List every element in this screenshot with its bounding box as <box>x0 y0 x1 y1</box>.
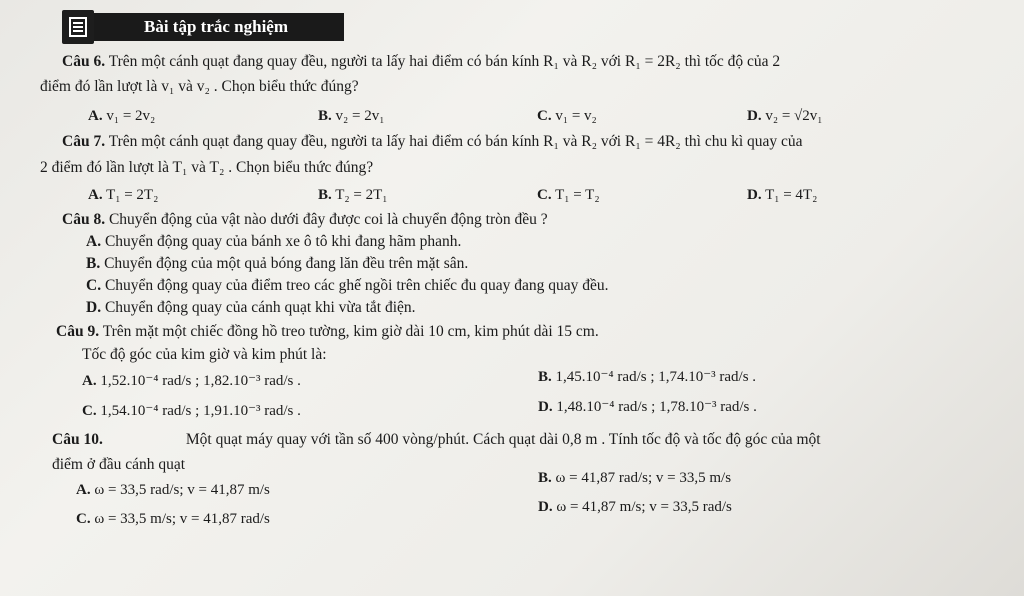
question-7-number: Câu 7. <box>62 133 106 150</box>
q6-option-d: D. v₂ = √2v₁ <box>747 108 823 124</box>
question-10-text-2: điểm ở đầu cánh quạt <box>52 456 186 473</box>
question-7-text-1: Trên một cánh quạt đang quay đều, người ta lấy hai điểm có bán kính R₁ và R₂ với R₁ = 4R₂ thì chu kì quay của <box>108 133 803 150</box>
q8-option-d: D. Chuyển động quay của cánh quạt khi vừa tắt điện. <box>86 299 416 316</box>
q9-option-d: D. 1,48.10⁻⁴ rad/s ; 1,78.10⁻³ rad/s . <box>538 399 757 415</box>
q7-option-a: A. T₁ = 2T₂ <box>88 187 159 203</box>
q10-option-b: B. ω = 41,87 rad/s; v = 33,5 m/s <box>538 470 732 486</box>
question-7-line-1 <box>62 132 803 152</box>
question-6-text-1: Trên một cánh quạt đang quay đều, người ta lấy hai điểm có bán kính R₁ và R₂ với R₁ = 2R₂ thì tốc độ của 2 <box>108 53 781 70</box>
q10-option-a: A. ω = 33,5 rad/s; v = 41,87 m/s <box>76 482 270 498</box>
question-6-line-1 <box>62 52 780 72</box>
question-9-line-1 <box>56 322 599 342</box>
q7-option-c: C. T₁ = T₂ <box>537 187 600 203</box>
q8-option-b: B. Chuyển động của một quả bóng đang lăn đều trên mặt sân. <box>86 255 469 272</box>
question-6-text-2: điểm đó lần lượt là v₁ và v₂ . Chọn biểu thức đúng? <box>40 78 359 95</box>
question-9-text-2: Tốc độ góc của kim giờ và kim phút là: <box>82 346 327 363</box>
q8-option-a: A. Chuyển động quay của bánh xe ô tô khi đang hãm phanh. <box>86 233 462 250</box>
question-6-number: Câu 6. <box>62 53 106 70</box>
question-10-text-1: Một quạt máy quay với tần số 400 vòng/phút. Cách quạt dài 0,8 m . Tính tốc độ và tốc độ góc của một <box>185 431 821 448</box>
q9-option-c: C. 1,54.10⁻⁴ rad/s ; 1,91.10⁻³ rad/s . <box>82 403 301 419</box>
question-8-line-1 <box>62 210 548 230</box>
q6-option-b: B. v₂ = 2v₁ <box>318 108 385 124</box>
q7-option-d: D. T₁ = 4T₂ <box>747 187 818 203</box>
q6-option-c: C. v₁ = v₂ <box>537 108 597 124</box>
question-10-line-1 <box>52 430 821 450</box>
q9-option-a: A. 1,52.10⁻⁴ rad/s ; 1,82.10⁻³ rad/s . <box>82 373 301 389</box>
q8-option-c: C. Chuyển động quay của điểm treo các ghế ngồi trên chiếc đu quay đang quay đều. <box>86 277 609 294</box>
section-header <box>62 10 344 44</box>
question-9-number: Câu 9. <box>56 323 100 340</box>
question-8-text-1: Chuyển động của vật nào dưới đây được coi là chuyển động tròn đều ? <box>108 211 548 228</box>
q7-option-b: B. T₂ = 2T₁ <box>318 187 388 203</box>
list-icon <box>62 10 94 44</box>
question-9-text-1: Trên mặt một chiếc đồng hồ treo tường, kim giờ dài 10 cm, kim phút dài 15 cm. <box>102 323 599 340</box>
q10-option-c: C. ω = 33,5 m/s; v = 41,87 rad/s <box>76 511 270 527</box>
q6-option-a: A. v₁ = 2v₂ <box>88 108 156 124</box>
question-7-text-2: 2 điểm đó lần lượt là T₁ và T₂ . Chọn biểu thức đúng? <box>40 159 374 176</box>
header-title: Bài tập trắc nghiệm <box>94 13 344 41</box>
question-10-number: Câu 10. <box>52 431 103 448</box>
q10-option-d: D. ω = 41,87 m/s; v = 33,5 rad/s <box>538 499 732 515</box>
q9-option-b: B. 1,45.10⁻⁴ rad/s ; 1,74.10⁻³ rad/s . <box>538 369 757 385</box>
question-8-number: Câu 8. <box>62 211 106 228</box>
